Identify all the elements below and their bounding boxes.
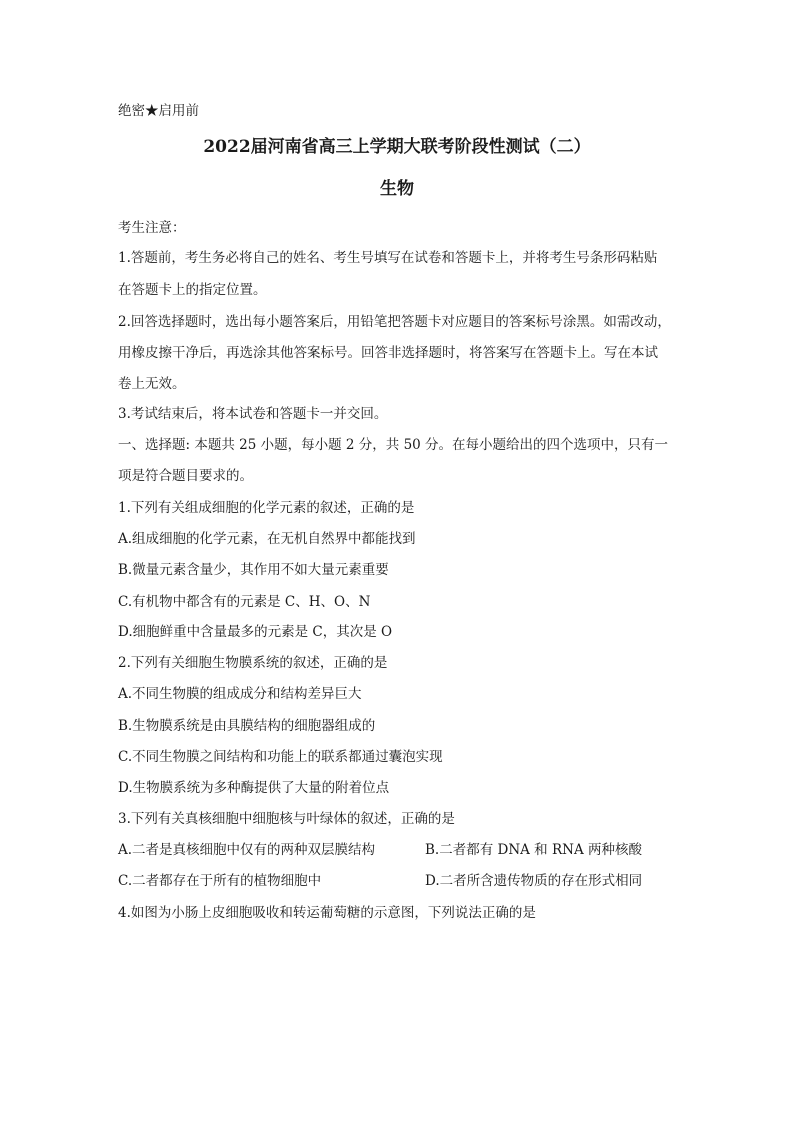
exam-title: 2022届河南省高三上学期大联考阶段性测试（二） [203,137,591,157]
notice-item-1-line-1: 1.答题前，考生务必将自己的姓名、考生号填写在试卷和答题卡上，并将考生号条形码粘贴 [118,250,658,266]
section-intro-line-2: 项是符合题目要求的。 [118,468,253,484]
question-2-option-a: A.不同生物膜的组成成分和结构差异巨大 [118,686,362,702]
section-intro-line-1: 一、选择题: 本题共 25 小题，每小题 2 分，共 50 分。在每小题给出的四个选项中，只有一 [118,437,669,453]
notice-item-1-line-2: 在答题卡上的指定位置。 [118,282,267,298]
question-1-option-a: A.组成细胞的化学元素，在无机自然界中都能找到 [118,531,416,547]
secret-label: 绝密★启用前 [118,103,199,119]
question-3-option-d: D.二者所含遗传物质的存在形式相同 [425,873,643,889]
question-2-option-c: C.不同生物膜之间结构和功能上的联系都通过囊泡实现 [118,749,443,765]
question-2-stem: 2.下列有关细胞生物膜系统的叙述，正确的是 [118,655,388,671]
subject-title: 生物 [380,179,414,199]
question-3-option-b: B.二者都有 DNA 和 RNA 两种核酸 [425,842,642,858]
notice-item-2-line-1: 2.回答选择题时，选出每小题答案后，用铅笔把答题卡对应题目的答案标号涂黑。如需改动， [118,314,671,330]
question-1-option-d: D.细胞鲜重中含量最多的元素是 C，其次是 O [118,624,393,640]
question-4-stem: 4.如图为小肠上皮细胞吸收和转运葡萄糖的示意图，下列说法正确的是 [118,905,536,921]
question-3-option-a: A.二者是真核细胞中仅有的两种双层膜结构 [118,842,376,858]
notice-heading: 考生注意： [118,220,186,236]
notice-item-3: 3.考试结束后，将本试卷和答题卡一并交回。 [118,406,388,422]
notice-item-2-line-3: 卷上无效。 [118,376,186,392]
question-3-option-c: C.二者都存在于所有的植物细胞中 [118,873,322,889]
question-2-option-b: B.生物膜系统是由具膜结构的细胞器组成的 [118,718,376,734]
question-3-stem: 3.下列有关真核细胞中细胞核与叶绿体的叙述，正确的是 [118,811,455,827]
question-1-stem: 1.下列有关组成细胞的化学元素的叙述，正确的是 [118,500,415,516]
question-2-option-d: D.生物膜系统为多种酶提供了大量的附着位点 [118,780,390,796]
question-1-option-b: B.微量元素含量少，其作用不如大量元素重要 [118,562,389,578]
question-1-option-c: C.有机物中都含有的元素是 C、H、O、N [118,594,371,610]
notice-item-2-line-2: 用橡皮擦干净后，再选涂其他答案标号。回答非选择题时，将答案写在答题卡上。写在本试 [118,345,658,361]
